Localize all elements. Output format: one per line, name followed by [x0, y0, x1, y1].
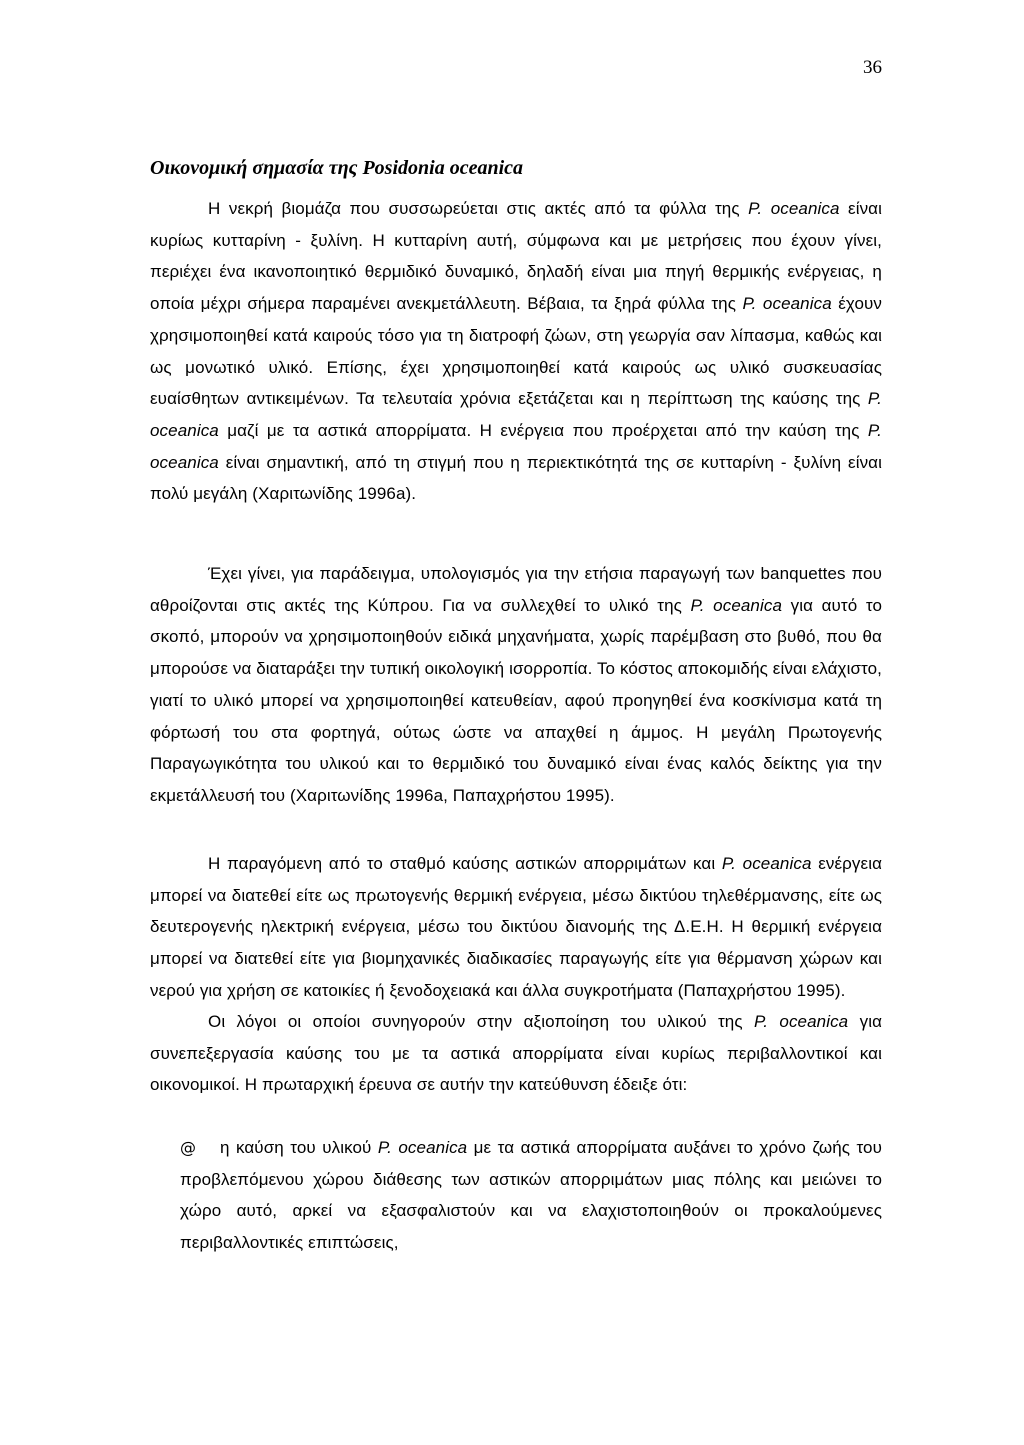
paragraph-cyprus-banquettes: [150, 558, 882, 812]
species-name: P. oceanica: [377, 1138, 468, 1157]
species-name: P. oceanica: [753, 1012, 849, 1031]
species-name: P. oceanica: [721, 854, 812, 873]
species-name: P. oceanica: [748, 199, 840, 218]
text-run: Οι λόγοι οι οποίοι συνηγορούν στην αξιοποίηση του υλικού της: [208, 1012, 754, 1031]
species-name: P. oceanica: [742, 294, 832, 314]
heading-text: Οικονομική σημασία της: [150, 157, 363, 179]
text-run: με τα αστικά απορρίματα αυξάνει το χρόνο ζωής του προβλεπόμενου χώρου διάθεσης των αστικών απορριμάτων μιας πόλης και μειώνει το χώρο αυτό, αρκεί να εξασφαλιστούν και να ελαχιστοποιηθούν οι προκαλούμενες περιβαλλοντικές επιπτώσεις,: [180, 1138, 882, 1253]
section-heading: [150, 157, 523, 180]
paragraph-economic-value: [150, 193, 882, 510]
text-run: έχουν χρησιμοποιηθεί κατά καιρούς τόσο για τη διατροφή ζώων, στη γεωργία σαν λίπασμα, καθώς και ως μονωτικό υλικό. Επίσης, έχει χρησιμοποιηθεί κατά καιρούς ως υλικό συσκευασίας ευαίσθητων αντικειμένων. Τα τελευταία χρόνια εξετάζεται και η περίπτωση της καύσης της: [150, 294, 882, 409]
text-run: Η παραγόμενη από το σταθμό καύσης αστικών απορριμάτων και: [208, 854, 722, 873]
page-number: 36: [863, 57, 882, 78]
paragraph-reasons: [150, 1006, 882, 1101]
text-run: μαζί με τα αστικά απορρίματα. Η ενέργεια που προέρχεται από την καύση της: [218, 420, 868, 440]
text-run: είναι σημαντική, από τη στιγμή που η περιεκτικότητά της σε κυτταρίνη - ξυλίνη είναι πολύ μεγάλη (Χαριτωνίδης 1996a).: [150, 452, 882, 504]
species-name: P. oceanica: [690, 595, 783, 615]
text-run: Έχει γίνει, για παράδειγμα, υπολογισμός για την ετήσια παραγωγή των banquettes που αθροίζονται στις ακτές της Κύπρου. Για να συλλεχθεί το υλικό της: [150, 564, 882, 615]
at-sign-bullet-icon: @: [180, 1138, 197, 1157]
species-name: P. oceanica: [150, 389, 882, 440]
paragraph-energy-distribution: [150, 848, 882, 1007]
bullet-list-item: [180, 1132, 882, 1259]
text-run: για συνεπεξεργασία καύσης του με τα αστικά απορρίματα είναι κυρίως περιβαλλοντικοί και οικονομικοί. Η πρωταρχική έρευνα σε αυτήν την κατεύθυνση έδειξε ότι:: [150, 1012, 883, 1095]
text-run: για αυτό το σκοπό, μπορούν να χρησιμοποιηθούν ειδικά μηχανήματα, χωρίς παρέμβαση στο βυθό, που θα μπορούσε να διαταράξει την τυπική οικολογική ισορροπία. Το κόστος αποκομιδής είναι ελάχιστο, γιατί το υλικό μπορεί να χρησιμοποιηθεί κατευθείαν, αφού προηγηθεί ένα κοσκίνισμα κατά τη φόρτωσή του στα φορτηγά, ούτως ώστε να απαχθεί η άμμος. Η μεγάλη Πρωτογενής Παραγωγικότητα του υλικού και το θερμιδικό του δυναμικό είναι ένας καλός δείκτης για την εκμετάλλευσή του (Χαριτωνίδης 1996a, Παπαχρήστου 1995).: [150, 595, 883, 805]
text-run: είναι κυρίως κυτταρίνη - ξυλίνη. Η κυτταρίνη αυτή, σύμφωνα και με μετρήσεις που έχουν γίνει, περιέχει ένα ικανοποιητικό θερμιδικό δυναμικό, δηλαδή είναι μια πηγή θερμικής ενέργειας, η οποία μέχρι σήμερα παραμένει ανεκμετάλλευτη. Βέβαια, τα ξηρά φύλλα της: [150, 199, 882, 314]
heading-species-name: Posidonia oceanica: [362, 157, 524, 179]
species-name: P. oceanica: [150, 420, 882, 472]
text-run: ενέργεια μπορεί να διατεθεί είτε ως πρωτογενής θερμική ενέργεια, μέσω δικτύου τηλεθέρμανσης, είτε ως δευτερογενής ηλεκτρική ενέργεια, μέσω του δικτύου διανομής της Δ.Ε.Η. Η θερμική ενέργεια μπορεί να διατεθεί είτε για βιομηχανικές διαδικασίες παραγωγής είτε για θέρμανση χώρων και νερού για χρήση σε κατοικίες ή ξενοδοχειακά και άλλα συγκροτήματα (Παπαχρήστου 1995).: [150, 854, 883, 1000]
text-run: η καύση του υλικού: [220, 1138, 378, 1157]
text-run: Η νεκρή βιομάζα που συσσωρεύεται στις ακτές από τα φύλλα της: [208, 199, 749, 218]
